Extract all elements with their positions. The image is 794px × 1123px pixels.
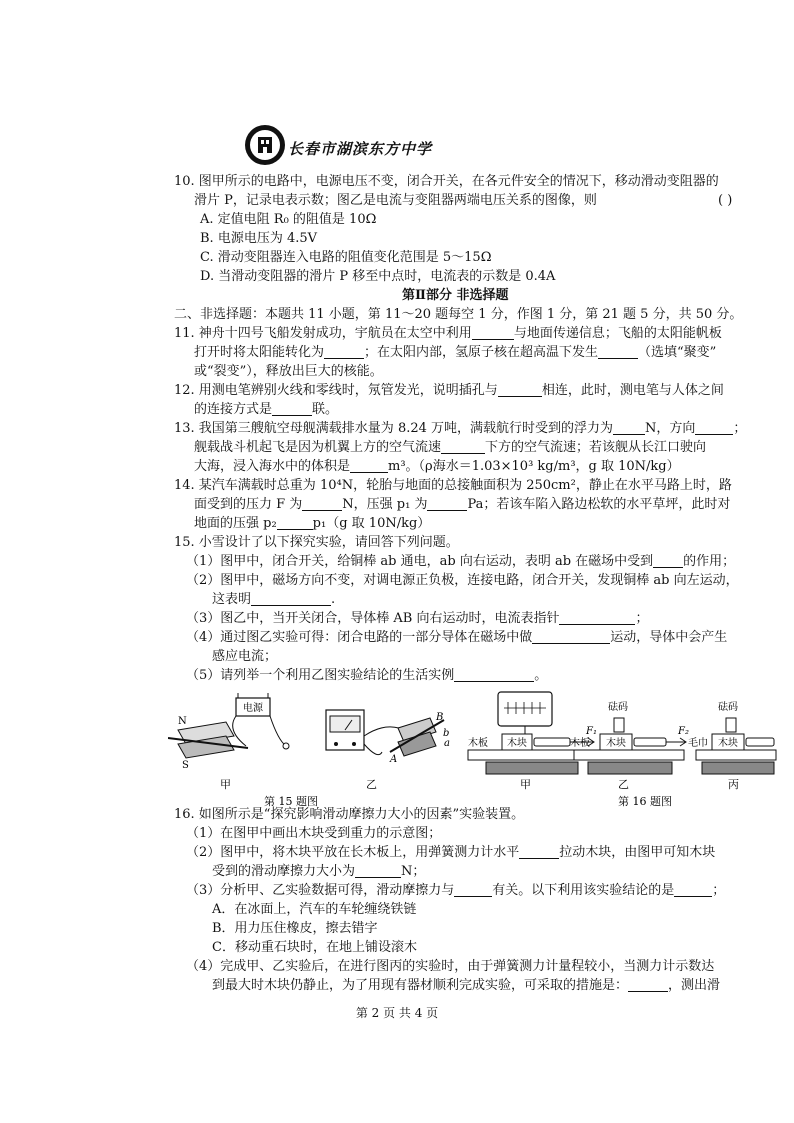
q16-sub2 — [186, 844, 715, 862]
q11-text-a: 11. 神舟十四号飞船发射成功，宇航员在太空中利用 — [174, 326, 472, 341]
q15-stem: 15. 小雪设计了以下探究实验，请回答下列问题。 — [174, 535, 459, 550]
q14-blank-1[interactable] — [302, 496, 342, 511]
fig16-f2-label: F₂ — [678, 726, 689, 737]
q15-text-b: 的作用； — [683, 554, 736, 569]
q12-blank-1[interactable] — [498, 382, 542, 397]
fig16-yi-weight-label: 砝码 — [608, 702, 628, 713]
q10-line2: 滑片 P，记录电表示数；图乙是电流与变阻器两端电压关系的图像，则 — [194, 193, 597, 208]
q11-text-b: 与地面传递信息；飞船的太阳能帆板 — [513, 326, 722, 341]
fig16-bing-weight-label: 砝码 — [718, 702, 738, 713]
page-footer: 第 2 页 共 4 页 — [355, 1006, 439, 1020]
fig16-yi-board-label: 木板 — [570, 738, 590, 749]
q16-text-b: 拉动木块，由图甲可知木块 — [559, 845, 716, 860]
fig15-yi-label: 乙 — [366, 778, 377, 791]
q12-text-c: 的连接方式是 — [194, 402, 273, 417]
q13-blank-3[interactable] — [441, 439, 485, 454]
fig16-f1-label: F₁ — [586, 726, 597, 737]
fig15-caption: 第 15 题图 — [264, 795, 318, 808]
fig15-power-label: 电源 — [243, 703, 263, 714]
q15-blank-3[interactable] — [559, 610, 635, 625]
q13-text-c: ； — [733, 421, 747, 436]
q14-text-d: 地面的压强 p₂ — [194, 516, 277, 531]
q11-text-e: （选填“聚变” — [638, 345, 717, 360]
q15-blank-1[interactable] — [653, 553, 683, 568]
q15-text-f: ； — [635, 611, 649, 626]
fig15-a-label: A — [390, 754, 398, 765]
q14-line2 — [194, 496, 730, 514]
q15-sub2: （2）图甲中，磁场方向不变，对调电源正负极，连接电路，闭合开关，发现铜棒 ab 向左运动， — [186, 573, 739, 588]
q12-line1 — [174, 382, 724, 400]
q16-blank-5[interactable] — [628, 977, 668, 992]
q16-sub3 — [186, 882, 725, 900]
q11-blank-1[interactable] — [472, 325, 514, 340]
q15-text-g: （4）通过图乙实验可得：闭合电路的一部分导体在磁场中做 — [186, 630, 533, 645]
fig16-jia-label: 甲 — [520, 778, 531, 791]
q13-text-g: m³。（ρ海水＝1.03×10³ kg/m³，g 取 10N/kg） — [388, 459, 680, 474]
fig16-jia-block-label: 木块 — [507, 738, 527, 749]
q16-sub4: （4）完成甲、乙实验后，在进行图丙的实验时，由于弹簧测力计量程较小，当测力计示数达 — [186, 959, 715, 974]
q16-text-i: ，测出滑 — [668, 978, 721, 993]
q13-line2 — [194, 439, 706, 457]
q13-text-e: 下方的空气流速；若该舰从长江口驶向 — [485, 440, 707, 455]
q15-text-d: . — [331, 592, 336, 607]
q16-text-f: 有关。以下利用该实验结论的是 — [492, 883, 675, 898]
q12-text-b: 相连，此时，测电笔与人体之间 — [541, 383, 724, 398]
fig16-caption: 第 16 题图 — [618, 795, 672, 808]
q16-text-a: （2）图甲中，将木块平放在长木板上，用弹簧测力计水平 — [186, 845, 520, 860]
q15-sub3 — [186, 610, 649, 628]
q16-sub1: （1）在图甲中画出木块受到重力的示意图； — [186, 826, 442, 841]
q15-sub1 — [186, 553, 735, 571]
fig16-yi-label: 乙 — [618, 778, 629, 791]
q16-option-c: C．移动重石块时，在地上铺设滚木 — [212, 940, 417, 955]
q10-option-d: D. 当滑动变阻器的滑片 P 移至中点时，电流表的示数是 0.4A — [200, 269, 556, 284]
q16-blank-4[interactable] — [674, 882, 712, 897]
q16-text-e: （3）分析甲、乙实验数据可得，滑动摩擦力与 — [186, 883, 455, 898]
q13-blank-4[interactable] — [350, 458, 388, 473]
figures-15-16 — [168, 690, 778, 810]
q15-sub2-cont — [212, 591, 335, 609]
q16-blank-2[interactable] — [355, 863, 401, 878]
fig15-ab-a-label: a — [444, 738, 450, 749]
q11-line1 — [174, 325, 722, 343]
school-logo — [244, 124, 433, 168]
fig16-bing-label: 丙 — [728, 778, 739, 791]
q10-line1: 10. 图甲所示的电路中，电源电压不变，闭合开关，在各元件安全的情况下，移动滑动变阻器的 — [174, 174, 719, 189]
q11-line2 — [194, 344, 716, 362]
q13-text-d: 舰载战斗机起飞是因为机翼上方的空气流速 — [194, 440, 442, 455]
q11-line3: 或“裂变”），释放出巨大的核能。 — [194, 364, 383, 379]
fig15-s-label: S — [182, 760, 189, 771]
fig16-yi-block-label: 木块 — [606, 738, 626, 749]
q11-blank-2[interactable] — [324, 344, 364, 359]
part2-intro: 二、非选择题：本题共 11 小题，第 11～20 题每空 1 分，作图 1 分，第 21 题 5 分，共 50 分。 — [174, 307, 743, 322]
q14-text-a: 面受到的压力 F 为 — [194, 497, 303, 512]
fig15-jia-diagram — [168, 693, 289, 791]
q13-text-f: 大海，浸入海水中的体积是 — [194, 459, 351, 474]
q10-option-c: C. 滑动变阻器连入电路的阻值变化范围是 5～15Ω — [200, 250, 492, 265]
q13-blank-1[interactable] — [613, 420, 645, 435]
q14-blank-3[interactable] — [277, 515, 313, 530]
q16-text-d: N； — [401, 864, 426, 879]
q15-blank-2[interactable] — [251, 591, 331, 606]
q16-text-h: 到最大时木块仍静止，为了用现有器材顺利完成实验，可采取的措施是： — [212, 978, 629, 993]
q14-blank-2[interactable] — [427, 496, 467, 511]
q12-line2 — [194, 401, 338, 419]
fig15-b-label: B — [436, 712, 444, 723]
q15-text-j: 。 — [534, 668, 548, 683]
school-seal-icon — [244, 124, 286, 166]
q16-stem: 16. 如图所示是“探究影响滑动摩擦力大小的因素”实验装置。 — [174, 807, 525, 822]
fig15-n-label: N — [178, 716, 187, 727]
q10-option-a: A. 定值电阻 R₀ 的阻值是 10Ω — [200, 212, 377, 227]
q14-line3 — [194, 515, 430, 533]
q16-sub2-cont — [212, 863, 425, 881]
q15-text-a: （1）图甲中，闭合开关，给铜棒 ab 通电，ab 向右运动，表明 ab 在磁场中受到 — [186, 554, 654, 569]
q16-option-b: B．用力压住橡皮，擦去错字 — [212, 921, 378, 936]
q13-text-a: 13. 我国第三艘航空母舰满载排水量为 8.24 万吨，满载航行时受到的浮力为 — [174, 421, 614, 436]
q16-text-c: 受到的滑动摩擦力大小为 — [212, 864, 356, 879]
fig15-ab-b-label: b — [443, 728, 450, 739]
q14-line1: 14. 某汽车满载时总重为 10⁴N，轮胎与地面的总接触面积为 250cm²，静止在水平马路上时，路 — [174, 478, 732, 493]
q16-text-g: ； — [712, 883, 726, 898]
q13-blank-2[interactable] — [695, 420, 733, 435]
q15-text-h: 运动，导体中会产生 — [610, 630, 728, 645]
q16-option-a: A．在冰面上，汽车的车轮缠绕铁链 — [212, 902, 417, 917]
q13-line1 — [174, 420, 746, 438]
q12-blank-2[interactable] — [272, 401, 312, 416]
fig15-jia-label: 甲 — [220, 778, 231, 791]
q10-answer-bracket: ( ) — [718, 193, 733, 208]
q15-blank-4[interactable] — [532, 629, 610, 644]
fig15-yi-diagram — [326, 710, 450, 791]
q15-sub5 — [186, 667, 547, 685]
fig16-bing-block-label: 木块 — [718, 738, 738, 749]
q11-text-d: ；在太阳内部，氢原子核在超高温下发生 — [364, 345, 599, 360]
q14-text-e: p₁（g 取 10N/kg） — [312, 516, 431, 531]
q14-text-c: Pa；若该车陷入路边松软的水平草坪，此时对 — [467, 497, 731, 512]
q10-option-b: B. 电源电压为 4.5V — [200, 231, 318, 246]
q13-text-b: N，方向 — [645, 421, 696, 436]
fig16-towel-label: 毛巾 — [688, 738, 708, 749]
q14-text-b: N，压强 p₁ 为 — [342, 497, 428, 512]
part2-title: 第Ⅱ部分 非选择题 — [402, 288, 509, 303]
q12-text-d: 联。 — [312, 402, 339, 417]
q16-blank-3[interactable] — [454, 882, 492, 897]
q15-sub4 — [186, 629, 727, 647]
school-logo-text: 长春市湖滨东方中学 — [288, 140, 433, 158]
fig16-yi-diagram — [570, 700, 689, 791]
q15-sub4-cont: 感应电流； — [212, 649, 278, 664]
q15-text-c: 这表明 — [212, 592, 252, 607]
q16-blank-1[interactable] — [519, 844, 559, 859]
q11-text-c: 打开时将太阳能转化为 — [194, 345, 325, 360]
q16-sub4-cont — [212, 977, 720, 995]
fig16-bing-diagram — [688, 700, 776, 791]
fig16-jia-board-label: 木板 — [468, 738, 488, 749]
q13-line3 — [194, 458, 680, 476]
q15-text-e: （3）图乙中，当开关闭合，导体棒 AB 向右运动时，电流表指针 — [186, 611, 560, 626]
q15-blank-5[interactable] — [454, 667, 534, 682]
q11-blank-3[interactable] — [598, 344, 638, 359]
q12-text-a: 12. 用测电笔辨别火线和零线时，氖管发光，说明插孔与 — [174, 383, 498, 398]
q15-text-i: （5）请列举一个利用乙图实验结论的生活实例 — [186, 668, 455, 683]
